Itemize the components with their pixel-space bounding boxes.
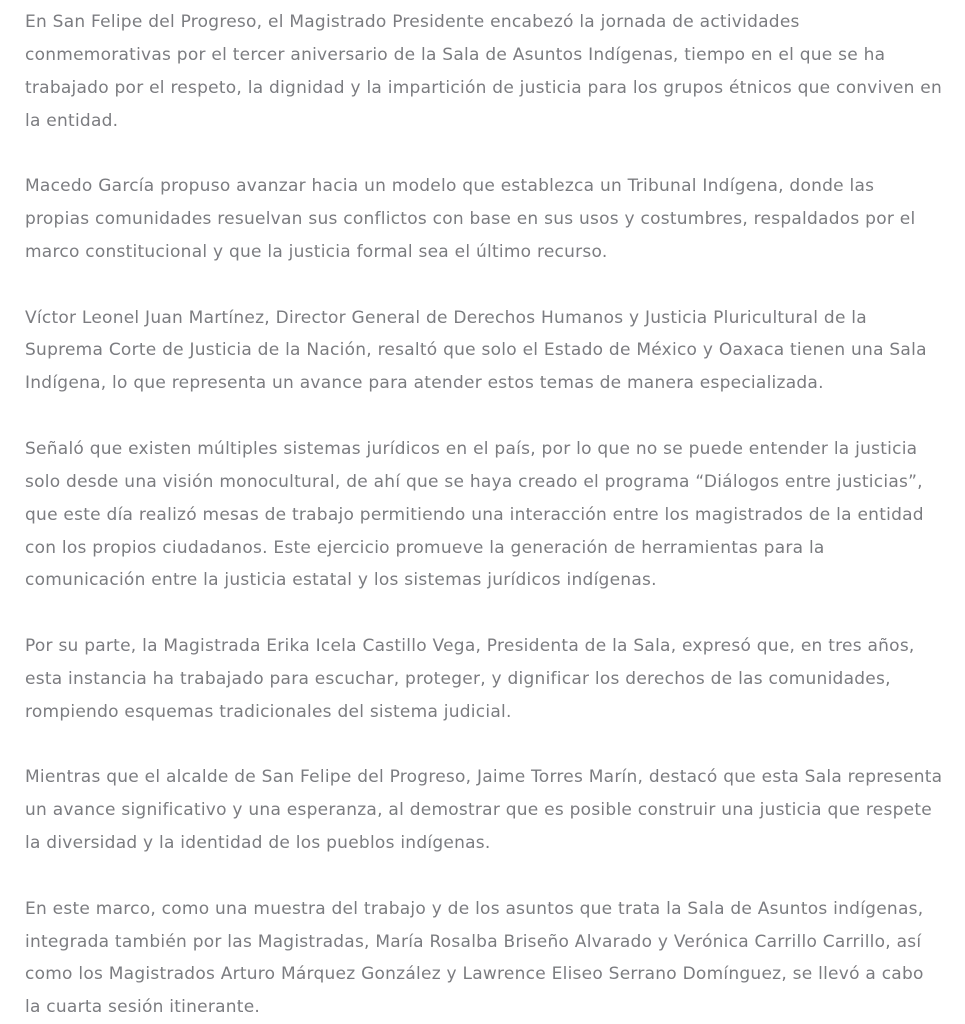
article-paragraph-6: Mientras que el alcalde de San Felipe del Progreso, Jaime Torres Marín, destacó que esta Sala representa un avance significativo y una esperanza, al demostrar que es posible construir una justicia que respete la diversidad y la identidad de los pueblos indígenas. <box>25 767 943 854</box>
article-paragraph-4: Señaló que existen múltiples sistemas jurídicos en el país, por lo que no se puede entender la justicia solo desde una visión monocultural, de ahí que se haya creado el programa “Diálogos entre justicias”, que este día realizó mesas de trabajo permitiendo una interacción entre los magistrados de la entidad con los propios ciudadanos. Este ejercicio promueve la generación de herramientas para la comunicación entre la justicia estatal y los sistemas jurídicos indígenas. <box>25 438 924 591</box>
article-paragraph-2: Macedo García propuso avanzar hacia un modelo que establezca un Tribunal Indígena, donde las propias comunidades resuelvan sus conflictos con base en sus usos y costumbres, respaldados por el marco constitucional y que la justicia formal sea el último recurso. <box>25 176 916 262</box>
article-paragraph-7: En este marco, como una muestra del trabajo y de los asuntos que trata la Sala de Asuntos indígenas, integrada también por las Magistradas, María Rosalba Briseño Alvarado y Verónica Carrillo Carrillo, así como los Magistrados Arturo Márquez González y Lawrence Eliseo Serrano Domínguez, se llevó a cabo la cuarta sesión itinerante. <box>25 898 924 1018</box>
article-paragraph-1: En San Felipe del Progreso, el Magistrado Presidente encabezó la jornada de actividades conmemorativas por el tercer aniversario de la Sala de Asuntos Indígenas, tiempo en el que se ha trabajado por el respeto, la dignidad y la impartición de justicia para los grupos étnicos que conviven en la entidad. <box>25 12 943 131</box>
article-paragraph-3: Víctor Leonel Juan Martínez, Director General de Derechos Humanos y Justicia Pluricultural de la Suprema Corte de Justicia de la Nación, resaltó que solo el Estado de México y Oaxaca tienen una Sala Indígena, lo que representa un avance para atender estos temas de manera especializada. <box>25 307 927 394</box>
article-paragraph-5: Por su parte, la Magistrada Erika Icela Castillo Vega, Presidenta de la Sala, expresó que, en tres años, esta instancia ha trabajado para escuchar, proteger, y dignificar los derechos de las comunidades, rompiendo esquemas tradicionales del sistema judicial. <box>25 636 915 722</box>
